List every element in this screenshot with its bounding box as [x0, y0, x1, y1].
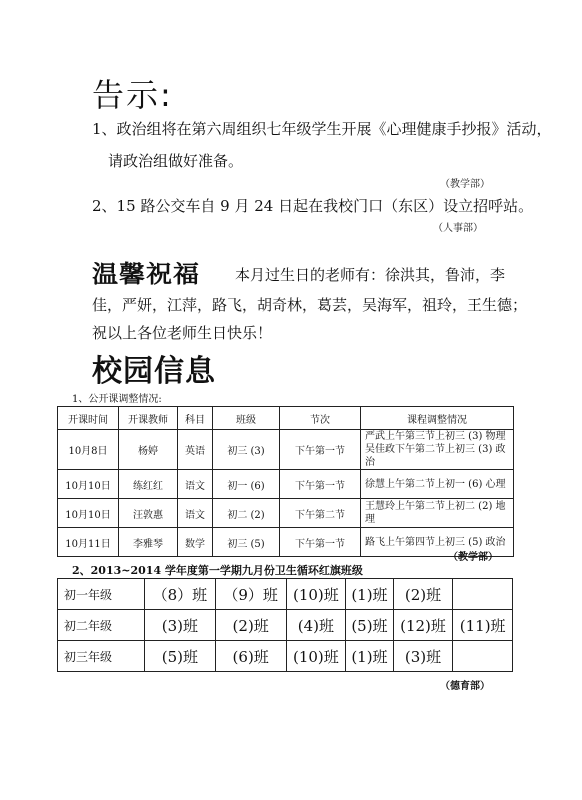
table-row — [58, 641, 513, 672]
class-cell: (10)班 — [286, 579, 346, 610]
cell-subject: 英语 — [178, 430, 213, 470]
cell-date: 10月10日 — [58, 499, 119, 528]
class-cell: (3)班 — [393, 641, 453, 672]
class-cell: (6)班 — [215, 641, 286, 672]
cell-class: 初二 (2) — [213, 499, 280, 528]
blessing-line-3: 祝以上各位老师生日快乐！ — [92, 324, 273, 342]
notice-item-1-dept: （教学部） — [440, 179, 490, 190]
class-cell: (5)班 — [145, 641, 216, 672]
cell-class: 初三 (3) — [213, 430, 280, 470]
cell-teacher: 李雅琴 — [119, 528, 178, 557]
cell-period: 下午第一节 — [280, 528, 361, 557]
cell-teacher: 汪敦惠 — [119, 499, 178, 528]
open-class-dept: （教学部） — [448, 552, 498, 563]
table-row — [58, 499, 514, 528]
notice-item-2: 2、15 路公交车自 9 月 24 日起在我校门口（东区）设立招呼站。 — [92, 197, 534, 215]
open-class-heading: 1、公开课调整情况: — [72, 394, 162, 405]
cell-date: 10月11日 — [58, 528, 119, 557]
hygiene-table — [57, 578, 513, 672]
table-row — [58, 528, 514, 557]
notice-item-2-dept: （人事部） — [433, 223, 483, 234]
table-row — [58, 579, 513, 610]
cell-period: 下午第二节 — [280, 499, 361, 528]
grade-label: 初三年级 — [58, 641, 145, 672]
notice-item-1-line-2: 请政治组做好准备。 — [108, 152, 244, 170]
class-cell — [453, 641, 513, 672]
header-adjustment: 课程调整情况 — [361, 407, 514, 430]
cell-period: 下午第一节 — [280, 470, 361, 499]
cell-class: 初一 (6) — [213, 470, 280, 499]
hygiene-dept: （德育部） — [440, 681, 490, 692]
table-row — [58, 610, 513, 641]
cell-adjustment: 徐慧上午第二节上初一 (6) 心理 — [361, 470, 514, 499]
class-cell: (1)班 — [346, 641, 393, 672]
class-cell: (3)班 — [145, 610, 216, 641]
cell-subject: 语文 — [178, 470, 213, 499]
class-cell: (4)班 — [286, 610, 346, 641]
header-subject: 科目 — [178, 407, 213, 430]
class-cell: （8）班 — [145, 579, 216, 610]
class-cell: (1)班 — [346, 579, 393, 610]
grade-label: 初二年级 — [58, 610, 145, 641]
class-cell — [453, 579, 513, 610]
hygiene-heading: 2、2013~2014 学年度第一学期九月份卫生循环红旗班级 — [72, 564, 363, 577]
blessing-line-2: 佳，严妍，江萍，路飞，胡奇林，葛芸，吴海军，祖玲，王生德； — [92, 296, 528, 314]
open-class-header-row — [58, 407, 514, 430]
header-class: 班级 — [213, 407, 280, 430]
cell-class: 初三 (5) — [213, 528, 280, 557]
cell-period: 下午第一节 — [280, 430, 361, 470]
cell-teacher: 练红红 — [119, 470, 178, 499]
campus-title: 校园信息 — [92, 354, 216, 389]
class-cell: (2)班 — [393, 579, 453, 610]
class-cell: (2)班 — [215, 610, 286, 641]
cell-subject: 语文 — [178, 499, 213, 528]
cell-date: 10月8日 — [58, 430, 119, 470]
header-teacher: 开课教师 — [119, 407, 178, 430]
header-period: 节次 — [280, 407, 361, 430]
class-cell: (11)班 — [453, 610, 513, 641]
header-date: 开课时间 — [58, 407, 119, 430]
class-cell: （9）班 — [215, 579, 286, 610]
cell-adjustment: 王慧玲上午第二节上初二 (2) 地理 — [361, 499, 514, 528]
cell-subject: 数学 — [178, 528, 213, 557]
cell-teacher: 杨婷 — [119, 430, 178, 470]
adjustment-line-1: 严武上午第三节上初三 (3) 物理 — [365, 431, 506, 442]
table-row — [58, 430, 514, 470]
adjustment-line-2: 吴佳政下午第二节上初三 (3) 政治 — [365, 444, 506, 468]
blessing-line-1: 本月过生日的老师有：徐洪其，鲁沛，李 — [235, 266, 506, 284]
open-class-table — [57, 406, 514, 557]
blessing-title: 温馨祝福 — [92, 261, 201, 289]
class-cell: (5)班 — [346, 610, 393, 641]
notice-title: 告示: — [92, 76, 173, 114]
grade-label: 初一年级 — [58, 579, 145, 610]
notice-item-1-line-1: 1、政治组将在第六周组织七年级学生开展《心理健康手抄报》活动， — [92, 120, 552, 138]
class-cell: (10)班 — [286, 641, 346, 672]
cell-date: 10月10日 — [58, 470, 119, 499]
table-row — [58, 470, 514, 499]
class-cell: (12)班 — [393, 610, 453, 641]
cell-adjustment: 路飞上午第四节上初三 (5) 政治 — [361, 528, 514, 557]
cell-adjustment — [361, 430, 514, 470]
